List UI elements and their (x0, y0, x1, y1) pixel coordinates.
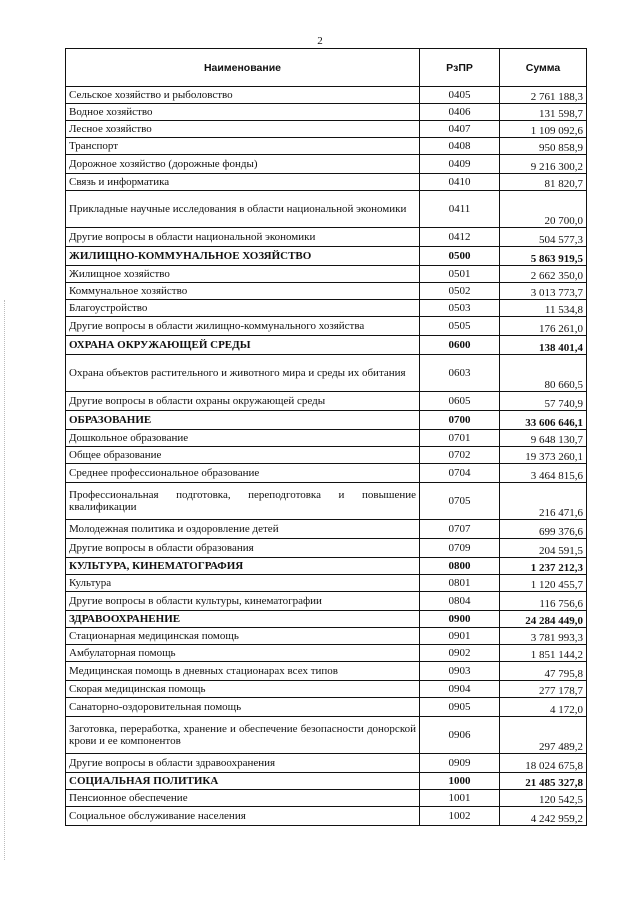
table-row (66, 464, 587, 483)
cell-name: Водное хозяйство (66, 104, 420, 121)
cell-name: Другие вопросы в области охраны окружающей среды (66, 392, 420, 411)
page-number: 2 (317, 35, 323, 47)
table-row (66, 754, 587, 773)
cell-code: 0408 (420, 138, 500, 155)
table-section-row (66, 247, 587, 266)
cell-name: Среднее профессиональное образование (66, 464, 420, 483)
cell-sum: 4 172,0 (500, 698, 587, 717)
table-row (66, 121, 587, 138)
table-row (66, 392, 587, 411)
cell-code: 0410 (420, 174, 500, 191)
cell-sum: 277 178,7 (500, 681, 587, 698)
cell-sum: 9 216 300,2 (500, 155, 587, 174)
cell-sum: 33 606 646,1 (500, 411, 587, 430)
cell-sum: 1 237 212,3 (500, 558, 587, 575)
table-body (66, 87, 587, 826)
cell-name: ОХРАНА ОКРУЖАЮЩЕЙ СРЕДЫ (66, 336, 420, 355)
table-row (66, 483, 587, 520)
cell-name: Дорожное хозяйство (дорожные фонды) (66, 155, 420, 174)
cell-name: Дошкольное образование (66, 430, 420, 447)
cell-code: 1001 (420, 790, 500, 807)
table-row (66, 790, 587, 807)
cell-name: Общее образование (66, 447, 420, 464)
cell-name: Другие вопросы в области здравоохранения (66, 754, 420, 773)
table-row (66, 87, 587, 104)
cell-sum: 2 761 188,3 (500, 87, 587, 104)
cell-name: Лесное хозяйство (66, 121, 420, 138)
cell-name: ЖИЛИЩНО-КОММУНАЛЬНОЕ ХОЗЯЙСТВО (66, 247, 420, 266)
cell-name: Пенсионное обеспечение (66, 790, 420, 807)
cell-name: Другие вопросы в области национальной экономики (66, 228, 420, 247)
cell-sum: 204 591,5 (500, 539, 587, 558)
table-row (66, 681, 587, 698)
cell-code: 0905 (420, 698, 500, 717)
cell-name: Амбулаторная помощь (66, 645, 420, 662)
cell-code: 0903 (420, 662, 500, 681)
table-row (66, 430, 587, 447)
cell-sum: 47 795,8 (500, 662, 587, 681)
header-name: Наименование (66, 49, 420, 87)
table-row (66, 520, 587, 539)
cell-code: 0700 (420, 411, 500, 430)
cell-sum: 81 820,7 (500, 174, 587, 191)
cell-name: Другие вопросы в области образования (66, 539, 420, 558)
cell-code: 0701 (420, 430, 500, 447)
cell-code: 0707 (420, 520, 500, 539)
table-row (66, 662, 587, 681)
cell-sum: 176 261,0 (500, 317, 587, 336)
cell-code: 0901 (420, 628, 500, 645)
cell-name: Прикладные научные исследования в области национальной экономики (66, 191, 420, 228)
cell-sum: 216 471,6 (500, 483, 587, 520)
cell-code: 0902 (420, 645, 500, 662)
cell-sum: 116 756,6 (500, 592, 587, 611)
table-section-row (66, 411, 587, 430)
cell-sum: 24 284 449,0 (500, 611, 587, 628)
table-row (66, 300, 587, 317)
cell-code: 0500 (420, 247, 500, 266)
cell-sum: 9 648 130,7 (500, 430, 587, 447)
header-sum: Сумма (500, 49, 587, 87)
table-row (66, 807, 587, 826)
cell-code: 0904 (420, 681, 500, 698)
cell-sum: 2 662 350,0 (500, 266, 587, 283)
cell-sum: 1 120 455,7 (500, 575, 587, 592)
cell-name: СОЦИАЛЬНАЯ ПОЛИТИКА (66, 773, 420, 790)
cell-code: 0603 (420, 355, 500, 392)
cell-name: Культура (66, 575, 420, 592)
cell-name: Стационарная медицинская помощь (66, 628, 420, 645)
cell-code: 0702 (420, 447, 500, 464)
cell-sum: 3 781 993,3 (500, 628, 587, 645)
cell-code: 0505 (420, 317, 500, 336)
cell-code: 0800 (420, 558, 500, 575)
cell-sum: 57 740,9 (500, 392, 587, 411)
table-row (66, 575, 587, 592)
cell-sum: 21 485 327,8 (500, 773, 587, 790)
table-row (66, 355, 587, 392)
cell-name: Профессиональная подготовка, переподготовка и повышение квалификации (66, 483, 420, 520)
cell-sum: 950 858,9 (500, 138, 587, 155)
cell-sum: 504 577,3 (500, 228, 587, 247)
table-row (66, 628, 587, 645)
cell-name: ОБРАЗОВАНИЕ (66, 411, 420, 430)
table-row (66, 155, 587, 174)
cell-name: Другие вопросы в области культуры, кинематографии (66, 592, 420, 611)
cell-code: 0705 (420, 483, 500, 520)
table-row (66, 104, 587, 121)
budget-table (65, 48, 587, 826)
cell-sum: 18 024 675,8 (500, 754, 587, 773)
cell-code: 0600 (420, 336, 500, 355)
cell-code: 0407 (420, 121, 500, 138)
cell-code: 0801 (420, 575, 500, 592)
binding-margin-dots (4, 300, 6, 860)
cell-code: 1002 (420, 807, 500, 826)
cell-name: Медицинская помощь в дневных стационарах всех типов (66, 662, 420, 681)
cell-code: 0503 (420, 300, 500, 317)
cell-code: 0804 (420, 592, 500, 611)
cell-sum: 80 660,5 (500, 355, 587, 392)
cell-sum: 20 700,0 (500, 191, 587, 228)
cell-code: 0709 (420, 539, 500, 558)
cell-name: Коммунальное хозяйство (66, 283, 420, 300)
cell-sum: 11 534,8 (500, 300, 587, 317)
cell-name: Заготовка, переработка, хранение и обеспечение безопасности донорской крови и ее компонентов (66, 717, 420, 754)
table-row (66, 266, 587, 283)
cell-sum: 138 401,4 (500, 336, 587, 355)
cell-name: Молодежная политика и оздоровление детей (66, 520, 420, 539)
table-row (66, 138, 587, 155)
cell-code: 0909 (420, 754, 500, 773)
table-row (66, 317, 587, 336)
cell-name: Связь и информатика (66, 174, 420, 191)
cell-code: 0605 (420, 392, 500, 411)
table-row (66, 174, 587, 191)
cell-sum: 1 109 092,6 (500, 121, 587, 138)
table-row (66, 447, 587, 464)
cell-code: 0501 (420, 266, 500, 283)
cell-code: 0900 (420, 611, 500, 628)
table-section-row (66, 611, 587, 628)
cell-sum: 3 013 773,7 (500, 283, 587, 300)
table-row (66, 191, 587, 228)
table-header-row (66, 49, 587, 87)
cell-name: Охрана объектов растительного и животного мира и среды их обитания (66, 355, 420, 392)
table-row (66, 539, 587, 558)
cell-name: Сельское хозяйство и рыболовство (66, 87, 420, 104)
cell-code: 0411 (420, 191, 500, 228)
cell-sum: 120 542,5 (500, 790, 587, 807)
cell-sum: 3 464 815,6 (500, 464, 587, 483)
cell-name: Жилищное хозяйство (66, 266, 420, 283)
cell-name: Другие вопросы в области жилищно-коммунального хозяйства (66, 317, 420, 336)
table-row (66, 228, 587, 247)
cell-sum: 1 851 144,2 (500, 645, 587, 662)
table-row (66, 698, 587, 717)
table-section-row (66, 558, 587, 575)
table-section-row (66, 773, 587, 790)
table-row (66, 592, 587, 611)
cell-sum: 19 373 260,1 (500, 447, 587, 464)
cell-name: Транспорт (66, 138, 420, 155)
cell-name: Благоустройство (66, 300, 420, 317)
cell-code: 0405 (420, 87, 500, 104)
table-row (66, 283, 587, 300)
cell-name: Санаторно-оздоровительная помощь (66, 698, 420, 717)
cell-code: 0502 (420, 283, 500, 300)
cell-name: КУЛЬТУРА, КИНЕМАТОГРАФИЯ (66, 558, 420, 575)
cell-code: 1000 (420, 773, 500, 790)
header-code: РзПР (420, 49, 500, 87)
cell-sum: 297 489,2 (500, 717, 587, 754)
cell-name: Социальное обслуживание населения (66, 807, 420, 826)
table-row (66, 645, 587, 662)
cell-code: 0406 (420, 104, 500, 121)
table-row (66, 717, 587, 754)
cell-sum: 5 863 919,5 (500, 247, 587, 266)
cell-code: 0409 (420, 155, 500, 174)
cell-code: 0906 (420, 717, 500, 754)
cell-code: 0412 (420, 228, 500, 247)
cell-sum: 4 242 959,2 (500, 807, 587, 826)
cell-sum: 131 598,7 (500, 104, 587, 121)
table-section-row (66, 336, 587, 355)
cell-name: Скорая медицинская помощь (66, 681, 420, 698)
cell-sum: 699 376,6 (500, 520, 587, 539)
cell-code: 0704 (420, 464, 500, 483)
cell-name: ЗДРАВООХРАНЕНИЕ (66, 611, 420, 628)
